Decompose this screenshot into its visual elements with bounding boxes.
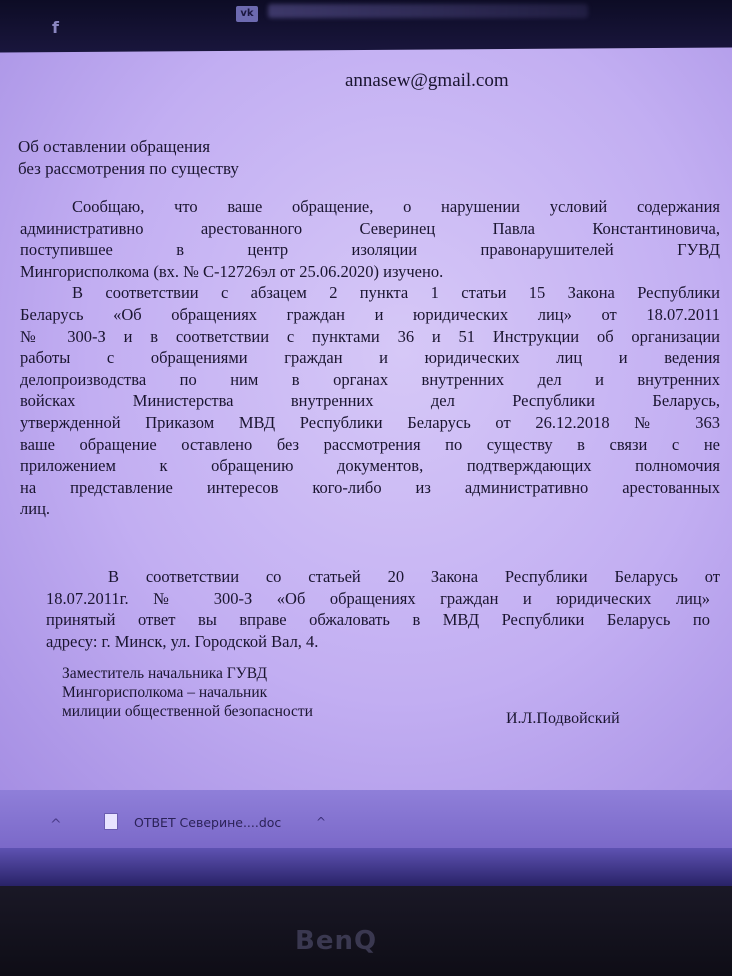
paragraph-2-line-1: В соответствии с абзацем 2 пункта 1 статьи 15 Закона Республики xyxy=(72,283,720,303)
doc-file-icon[interactable] xyxy=(104,813,118,830)
paragraph-2-line-6: войсках Министерства внутренних дел Республики Беларусь, xyxy=(20,391,720,411)
paragraph-2-line-3: № 300-З и в соответствии с пунктами 36 и 51 Инструкции об организации xyxy=(20,326,720,346)
taskbar-strip xyxy=(0,848,732,888)
subject-line-1: Об оставлении обращения xyxy=(18,137,211,156)
position-line-2: Мингорисполкома – начальник xyxy=(62,684,268,701)
paragraph-3-line-2: 18.07.2011г. № 300-З «Об обращениях граждан и юридических лиц» xyxy=(46,588,710,608)
paragraph-2-line-11: лиц. xyxy=(20,499,51,519)
document-body-appeal xyxy=(46,566,720,652)
monitor-brand-logo: BenQ xyxy=(295,926,378,956)
paragraph-2-line-7: утвержденной Приказом МВД Республики Беларусь от 26.12.2018 № 363 xyxy=(20,412,720,432)
recipient-email: annasew@gmail.com xyxy=(345,70,509,91)
paragraph-1-line-4: Мингорисполкома (вх. № С-12726эл от 25.06.2020) изучено. xyxy=(20,261,444,281)
paragraph-1-line-3: поступившее в центр изоляции правонарушителей ГУВД xyxy=(20,240,720,260)
facebook-icon[interactable]: f xyxy=(52,18,59,37)
paragraph-2-line-2: Беларусь «Об обращениях граждан и юридических лиц» от 18.07.2011 xyxy=(20,304,720,324)
download-file-name[interactable]: ОТВЕТ Северине....doc xyxy=(134,815,282,830)
subject-line-2: без рассмотрения по существу xyxy=(18,159,239,178)
document-body xyxy=(20,196,720,520)
paragraph-3-line-3: принятый ответ вы вправе обжаловать в МВД Республики Беларусь по xyxy=(46,610,710,630)
paragraph-3-line-4: адресу: г. Минск, ул. Городской Вал, 4. xyxy=(46,631,319,651)
position-line-3: милиции общественной безопасности xyxy=(62,703,313,720)
paragraph-2-line-8: ваше обращение оставлено без рассмотрения по существу в связи с не xyxy=(20,434,720,454)
paragraph-2-line-4: работы с обращениями граждан и юридических лиц и ведения xyxy=(20,348,720,368)
blurred-tab-title xyxy=(268,4,588,18)
paragraph-2-line-10: на представление интересов кого-либо из административно арестованных xyxy=(20,477,720,497)
paragraph-1-line-2: административно арестованного Северинец Павла Константиновича, xyxy=(20,218,720,238)
chevron-up-icon[interactable]: ^ xyxy=(50,817,62,833)
signature-position xyxy=(62,664,313,721)
document-subject xyxy=(18,136,239,180)
position-line-1: Заместитель начальника ГУВД xyxy=(62,665,268,682)
download-options-chevron-icon[interactable]: ^ xyxy=(316,815,327,829)
paragraph-2-line-5: делопроизводства по ним в органах внутренних дел и внутренних xyxy=(20,369,720,389)
signer-name: И.Л.Подвойский xyxy=(506,710,620,727)
paragraph-3-line-1: В соответствии со статьей 20 Закона Республики Беларусь от xyxy=(108,567,720,586)
vk-icon[interactable]: vk xyxy=(236,6,258,22)
paragraph-2-line-9: приложением к обращению документов, подтверждающих полномочия xyxy=(20,456,720,476)
paragraph-1-line-1: Сообщаю, что ваше обращение, о нарушении условий содержания xyxy=(72,197,720,216)
